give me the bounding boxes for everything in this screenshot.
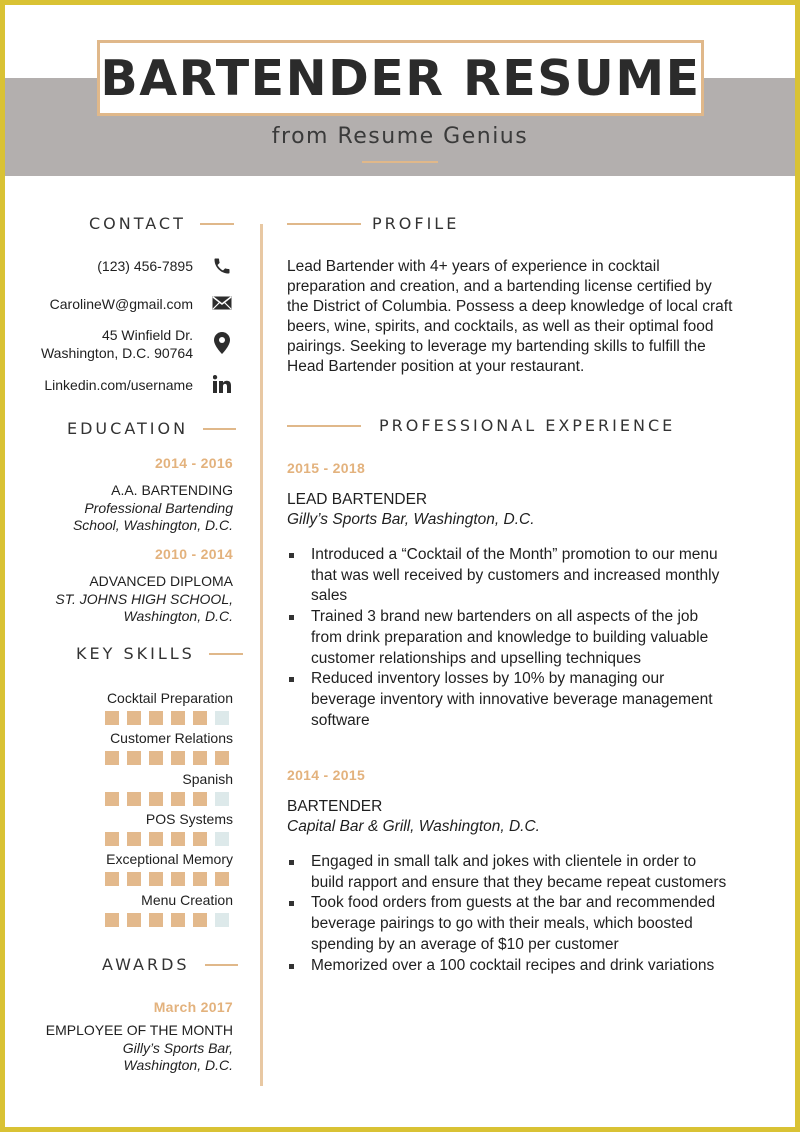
skill-level-filled [127, 751, 141, 765]
skill-level-filled [127, 711, 141, 725]
skill-name: Menu Creation [141, 891, 233, 908]
profile-line: Lead Bartender with 4+ years of experience in cocktail [287, 258, 660, 275]
skill-name: Exceptional Memory [106, 851, 233, 868]
education-heading [67, 419, 236, 438]
skill-level-bar [105, 792, 229, 806]
skill-level-filled [149, 711, 163, 725]
subtitle-divider [362, 161, 438, 163]
skill-level-filled [193, 913, 207, 927]
skill-level-filled [149, 832, 163, 846]
education-1-school-line1: Professional Bartending [84, 500, 233, 516]
skill-level-bar [105, 872, 229, 886]
job-2-title: BARTENDER [287, 798, 383, 815]
phone-icon [210, 254, 234, 278]
skill-level-filled [149, 872, 163, 886]
skill-level-filled [149, 913, 163, 927]
skill-level-filled [105, 913, 119, 927]
job-1-title: LEAD BARTENDER [287, 491, 428, 508]
contact-linkedin: Linkedin.com/username [44, 377, 193, 393]
page-subtitle: from Resume Genius [271, 124, 529, 149]
skills-heading-text: KEY SKILLS [76, 644, 195, 663]
skill-level-filled [105, 751, 119, 765]
award-date: March 2017 [153, 999, 233, 1015]
job-1-dates: 2015 - 2018 [287, 460, 366, 476]
awards-heading-rule [205, 964, 238, 966]
list-item: Introduced a “Cocktail of the Month” promotion to our menu that was well received by customers and increased monthly sales [287, 545, 727, 607]
envelope-icon [210, 291, 234, 315]
list-item: Trained 3 brand new bartenders on all aspects of the job from drink preparation and knowledge to building valuable customer relationships and upselling techniques [287, 607, 727, 669]
experience-heading-text: PROFESSIONAL EXPERIENCE [379, 416, 676, 435]
experience-heading [287, 416, 675, 435]
skill-level-filled [171, 751, 185, 765]
skill-level-filled [105, 711, 119, 725]
job-1-bullets [287, 545, 727, 731]
profile-line: Head Bartender position at your restaurant. [287, 358, 585, 375]
column-divider [260, 224, 263, 1086]
skill-name: Cocktail Preparation [106, 690, 233, 706]
skill-level-empty [215, 913, 229, 927]
skill-level-filled [193, 872, 207, 886]
title-box [97, 40, 704, 116]
skill-name: POS Systems [145, 810, 233, 827]
contact-address-line2: Washington, D.C. 90764 [40, 345, 193, 361]
contact-phone: (123) 456-7895 [97, 258, 193, 274]
skill-level-filled [193, 751, 207, 765]
experience-heading-rule [287, 425, 361, 427]
skill-level-filled [171, 711, 185, 725]
skill-level-filled [127, 832, 141, 846]
skill-level-empty [215, 792, 229, 806]
education-1-school-line2: School, Washington, D.C. [72, 517, 233, 533]
award-place-line1: Gilly’s Sports Bar, [122, 1040, 233, 1056]
page-title: BARTENDER RESUME [100, 49, 701, 107]
skill-level-filled [149, 751, 163, 765]
contact-heading [89, 214, 234, 233]
education-heading-rule [203, 428, 236, 430]
list-item: Took food orders from guests at the bar and recommended beverage pairings to go with their meals, which boosted spending by an average of $10 per customer [287, 893, 727, 955]
skill-level-bar [105, 913, 229, 927]
profile-line: preparation and creation, and a bartending license certified by [287, 278, 712, 295]
list-item: Reduced inventory losses by 10% by managing our beverage inventory with innovative beverage management software [287, 669, 727, 731]
contact-address-line1: 45 Winfield Dr. [101, 327, 193, 343]
education-2-degree: ADVANCED DIPLOMA [89, 573, 233, 589]
job-2-company: Capital Bar & Grill, Washington, D.C. [287, 818, 540, 835]
skill-level-filled [105, 872, 119, 886]
skill-level-empty [215, 711, 229, 725]
skill-level-filled [171, 872, 185, 886]
list-item: Memorized over a 100 cocktail recipes and drink variations [287, 956, 727, 977]
skill-level-filled [105, 792, 119, 806]
education-1-degree: A.A. BARTENDING [111, 482, 233, 498]
job-2-dates: 2014 - 2015 [287, 767, 366, 783]
skill-level-bar [105, 711, 229, 725]
profile-heading [287, 214, 459, 233]
skill-name: Spanish [182, 770, 233, 787]
skill-level-bar [105, 832, 229, 846]
profile-heading-text: PROFILE [372, 214, 460, 233]
location-pin-icon [210, 331, 234, 355]
profile-summary [287, 257, 777, 377]
profile-line: the District of Columbia. Possess a deep knowledge of local craft [287, 298, 733, 315]
skill-level-filled [215, 751, 229, 765]
list-item: Engaged in small talk and jokes with clientele in order to build rapport and ensure that they became repeat customers [287, 852, 727, 893]
education-2-school-line1: ST. JOHNS HIGH SCHOOL, [55, 591, 233, 607]
skill-level-filled [171, 792, 185, 806]
profile-line: beers, wine, spirits, and cocktails, as well as their optimal food [287, 318, 714, 335]
awards-heading [102, 955, 238, 974]
linkedin-icon [210, 372, 234, 396]
education-2-school-line2: Washington, D.C. [123, 608, 233, 624]
skill-level-filled [193, 792, 207, 806]
skill-level-filled [149, 792, 163, 806]
awards-heading-text: AWARDS [102, 955, 190, 974]
skill-level-filled [127, 872, 141, 886]
education-1-dates: 2014 - 2016 [154, 455, 233, 471]
skill-level-filled [127, 792, 141, 806]
job-1-company: Gilly’s Sports Bar, Washington, D.C. [287, 511, 535, 528]
contact-email: CarolineW@gmail.com [49, 296, 193, 312]
education-2-dates: 2010 - 2014 [154, 546, 233, 562]
skills-heading-rule [209, 653, 243, 655]
profile-line: pairings. Seeking to leverage my bartending skills to fulfill the [287, 338, 706, 355]
skill-level-filled [171, 832, 185, 846]
award-title: EMPLOYEE OF THE MONTH [45, 1022, 233, 1038]
skill-level-filled [215, 872, 229, 886]
contact-heading-rule [200, 223, 234, 225]
skill-level-filled [171, 913, 185, 927]
education-heading-text: EDUCATION [67, 419, 189, 438]
skill-name: Customer Relations [110, 730, 233, 747]
contact-heading-text: CONTACT [89, 214, 186, 233]
skill-level-filled [105, 832, 119, 846]
skill-level-filled [193, 711, 207, 725]
award-place-line2: Washington, D.C. [123, 1057, 233, 1073]
job-2-bullets [287, 852, 727, 976]
profile-heading-rule [287, 223, 361, 225]
skill-level-empty [215, 832, 229, 846]
skill-level-filled [193, 832, 207, 846]
skills-heading [76, 644, 243, 663]
skill-level-filled [127, 913, 141, 927]
skill-level-bar [105, 751, 229, 765]
